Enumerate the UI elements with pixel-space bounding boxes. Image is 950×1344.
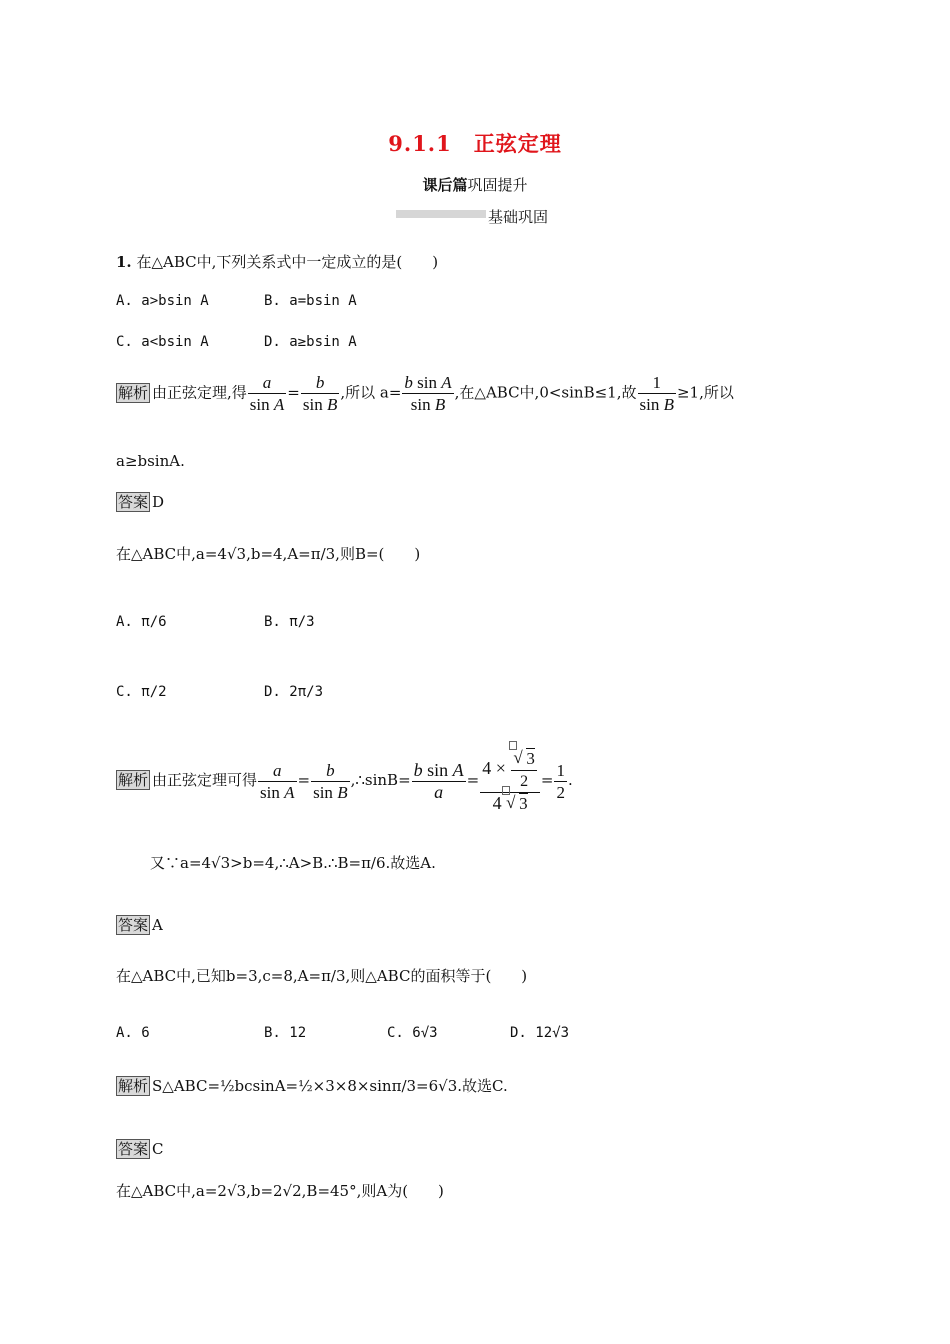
q1-analysis-tail: a≥bsinA.	[116, 452, 185, 470]
fraction: $\frac{b}{\text{sin B}}$	[302, 373, 338, 414]
q2-option-b: B. π/3	[264, 614, 315, 630]
section-bar	[396, 210, 486, 218]
fraction: $\frac{b}{\text{sin B}}$	[313, 760, 348, 802]
fraction: $\frac{a}{\text{sin A}}$	[249, 373, 285, 414]
q3-option-d: D. 12√3	[510, 1025, 570, 1041]
answer-tag: 答案	[118, 493, 149, 511]
q1-stem: 1. 在△ABC中,下列关系式中一定成立的是( )	[116, 253, 439, 271]
q2-analysis: 解析 由正弦定理可得 $\frac{a}{\text{sin A}}$ = $\frac{b}{\text{sin B}}$ ,∴sinB= $\frac{\text{b sin A}}{a}$ = 4 × √ $\frac{3}{2}$ 4 √ 3 = $\frac{1}{2}$ .	[116, 748, 573, 814]
q3-analysis: 解析 S△ABC=½bcsinA=½×3×8×sinπ/3=6√3.故选C.	[118, 1077, 508, 1095]
q2-option-c: C. π/2	[116, 684, 167, 700]
fraction: $\frac{a}{\text{sin A}}$	[260, 760, 295, 802]
q3-answer: 答案 C	[118, 1140, 164, 1158]
analysis-tag: 解析	[118, 771, 149, 789]
q2-option-d: D. 2π/3	[264, 684, 324, 700]
q1-option-c: C. a<bsin A	[116, 334, 209, 350]
q1-option-b: B. a=bsin A	[264, 293, 357, 309]
q2-analysis-line2: 又∵a=4√3>b=4,∴A>B.∴B=π/6.故选A.	[150, 854, 436, 872]
fraction: $\frac{1}{2}$	[556, 760, 565, 802]
q2-option-a: A. π/6	[116, 614, 167, 630]
fraction: $\frac{1}{\text{sin B}}$	[639, 373, 674, 414]
page-title: 9.1.1 正弦定理	[388, 131, 562, 156]
q3-stem: 在△ABC中,已知b=3,c=8,A=π/3,则△ABC的面积等于( )	[116, 967, 528, 985]
fraction: $\frac{\text{b sin A}}{\text{sin B}}$	[404, 373, 452, 414]
q1-option-a: A. a>bsin A	[116, 293, 209, 309]
q3-option-b: B. 12	[264, 1025, 307, 1041]
fraction: $\frac{\text{b sin A}}{a}$	[413, 759, 464, 802]
q3-option-a: A. 6	[116, 1025, 150, 1041]
analysis-tag: 解析	[118, 1077, 149, 1095]
q2-answer: 答案 A	[118, 916, 163, 934]
q1-analysis: 解析 由正弦定理,得 $\frac{a}{\text{sin A}}$ = $\frac{b}{\text{sin B}}$ ,所以 a= $\frac{\text{b sin A}}{\text{sin B}}$ ,在△ABC中,0<sinB≤1,故 $\frac{1}{\text{sin B}}$ ≥1,所以	[118, 373, 734, 414]
answer-tag: 答案	[118, 916, 149, 934]
answer-tag: 答案	[118, 1140, 149, 1158]
fraction: 4 × √ $\frac{3}{2}$ 4 √ 3	[480, 748, 540, 814]
q2-stem: 在△ABC中,a=4√3,b=4,A=π/3,则B=( )	[116, 545, 421, 563]
q1-answer: 答案 D	[118, 493, 165, 511]
q4-stem: 在△ABC中,a=2√3,b=2√2,B=45°,则A为( )	[116, 1182, 444, 1200]
q1-option-d: D. a≥bsin A	[264, 334, 357, 350]
analysis-tag: 解析	[118, 383, 149, 402]
section-label: 基础巩固	[488, 208, 549, 226]
subtitle: 课后篇巩固提升	[422, 176, 528, 194]
q3-option-c: C. 6√3	[387, 1025, 438, 1041]
